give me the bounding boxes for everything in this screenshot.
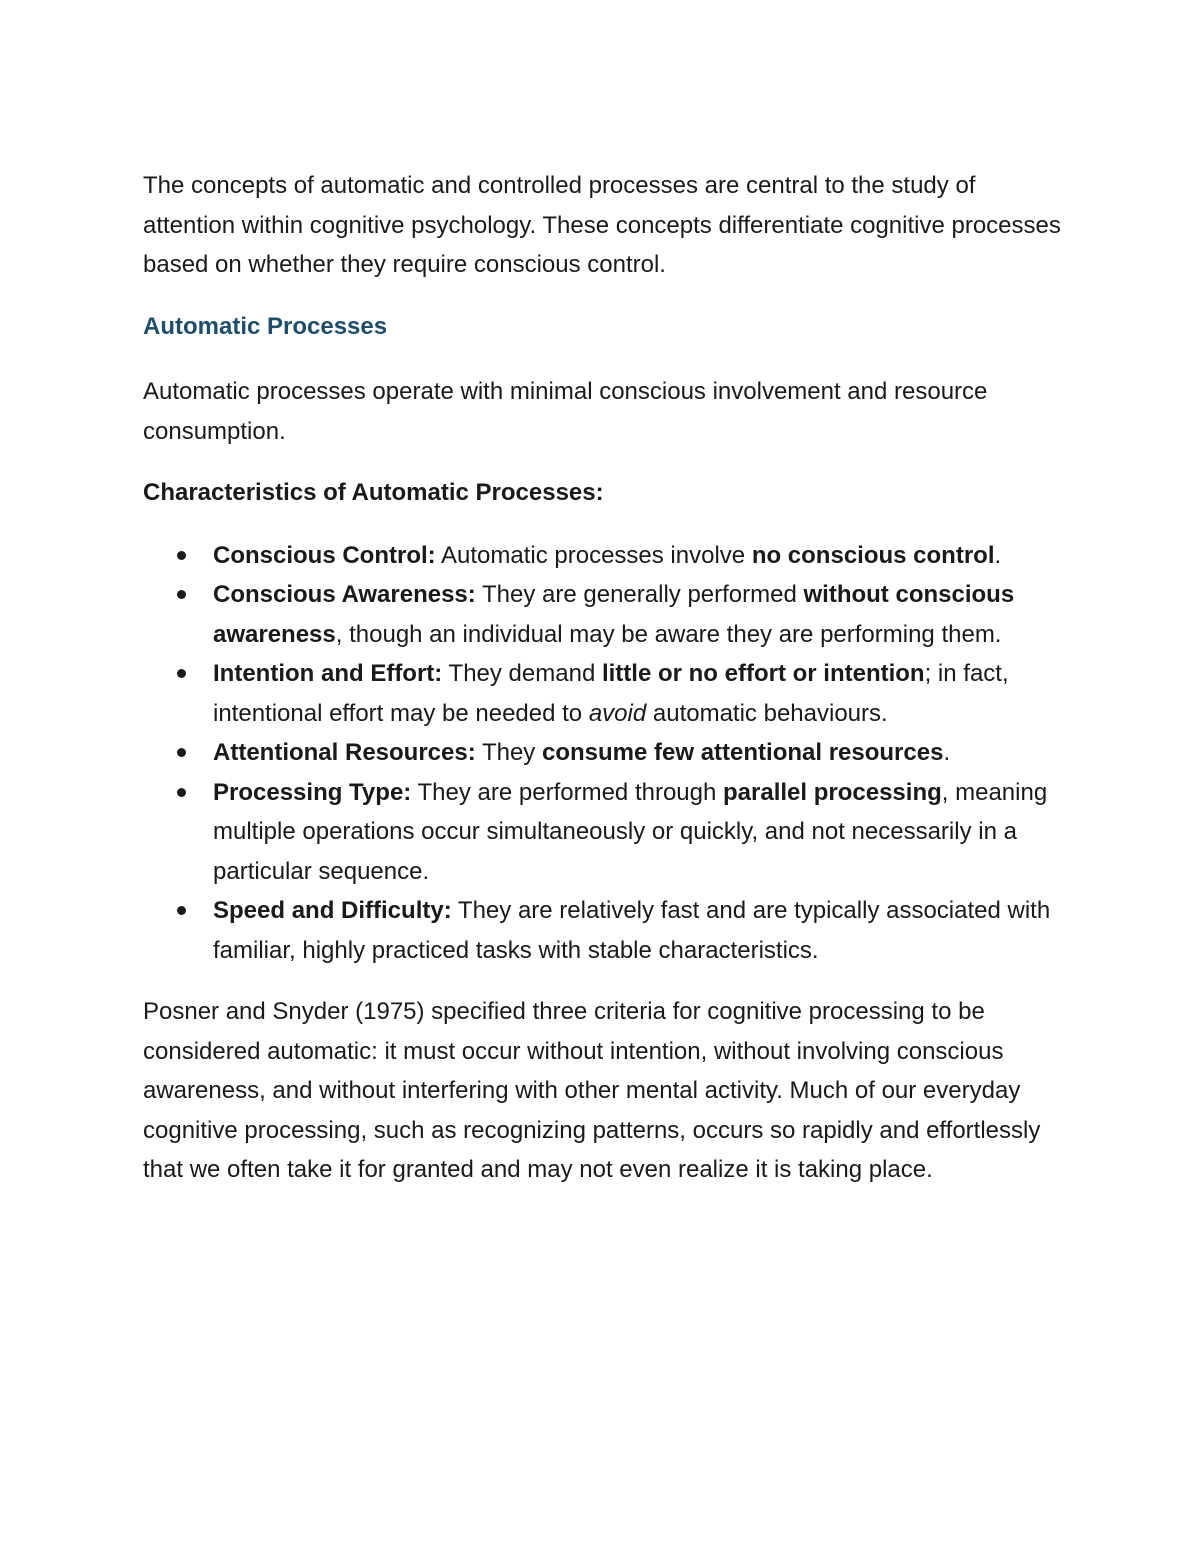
list-item (143, 773, 1073, 892)
item-term: Speed and Difficulty: (213, 897, 452, 924)
item-text: They (475, 739, 542, 766)
characteristics-heading: Characteristics of Automatic Processes: (143, 479, 604, 506)
item-term: Attentional Resources: (213, 739, 476, 766)
item-term: Processing Type: (213, 778, 412, 806)
section-lead-paragraph: Automatic processes operate with minimal conscious involvement and resource consumption. (143, 378, 988, 445)
bullet-icon (177, 551, 186, 560)
item-emphasis: without conscious awareness (213, 581, 1015, 648)
item-text: They are performed through (411, 778, 724, 806)
bullet-icon (177, 788, 186, 797)
list-item (143, 575, 1073, 654)
item-text: automatic behaviours. (646, 699, 888, 727)
document-page (143, 166, 1073, 1190)
item-text: Automatic processes involve (435, 541, 752, 569)
closing-paragraph: Posner and Snyder (1975) specified three criteria for cognitive processing to be considered automatic: it must occur without intention, without involving conscious awareness, and without interfering with other mental activity. Much of our everyday cognitive processing, such as recognizing patterns, occurs so rapidly and effortlessly that we often take it for granted and may not even realize it is taking place. (143, 998, 1041, 1183)
bullet-icon (177, 748, 186, 757)
item-emphasis: little or no effort or intention (601, 660, 925, 687)
list-item (143, 536, 1073, 576)
list-item (143, 891, 1073, 970)
characteristics-list (143, 536, 1073, 971)
bullet-icon (177, 906, 186, 915)
item-term: Conscious Control: (213, 541, 436, 569)
bullet-icon (177, 669, 186, 678)
item-italic: avoid (588, 699, 647, 727)
item-emphasis: parallel processing (723, 778, 942, 806)
list-item (143, 733, 1073, 773)
item-term: Conscious Awareness: (213, 581, 476, 608)
item-text: . (994, 541, 1002, 569)
bullet-icon (177, 590, 186, 599)
item-text: They are generally performed (475, 581, 804, 608)
section-heading: Automatic Processes (143, 312, 388, 340)
item-emphasis: no conscious control (751, 541, 995, 569)
intro-paragraph: The concepts of automatic and controlled processes are central to the study of attention within cognitive psychology. These concepts differentiate cognitive processes based on whether they require conscious control. (143, 172, 1061, 278)
item-text: , meaning multiple operations occur simultaneously or quickly, and not necessarily in a particular sequence. (213, 778, 1048, 885)
list-item (143, 654, 1073, 733)
item-emphasis: consume few attentional resources (541, 739, 944, 766)
item-text: . (943, 739, 951, 766)
item-term: Intention and Effort: (213, 660, 443, 687)
item-text: ; in fact, intentional effort may be needed to (213, 660, 1009, 727)
item-text: They demand (442, 660, 602, 687)
item-text: , though an individual may be aware they are performing them. (335, 620, 1002, 648)
item-text: They are relatively fast and are typically associated with familiar, highly practiced tasks with stable characteristics. (213, 897, 1051, 964)
